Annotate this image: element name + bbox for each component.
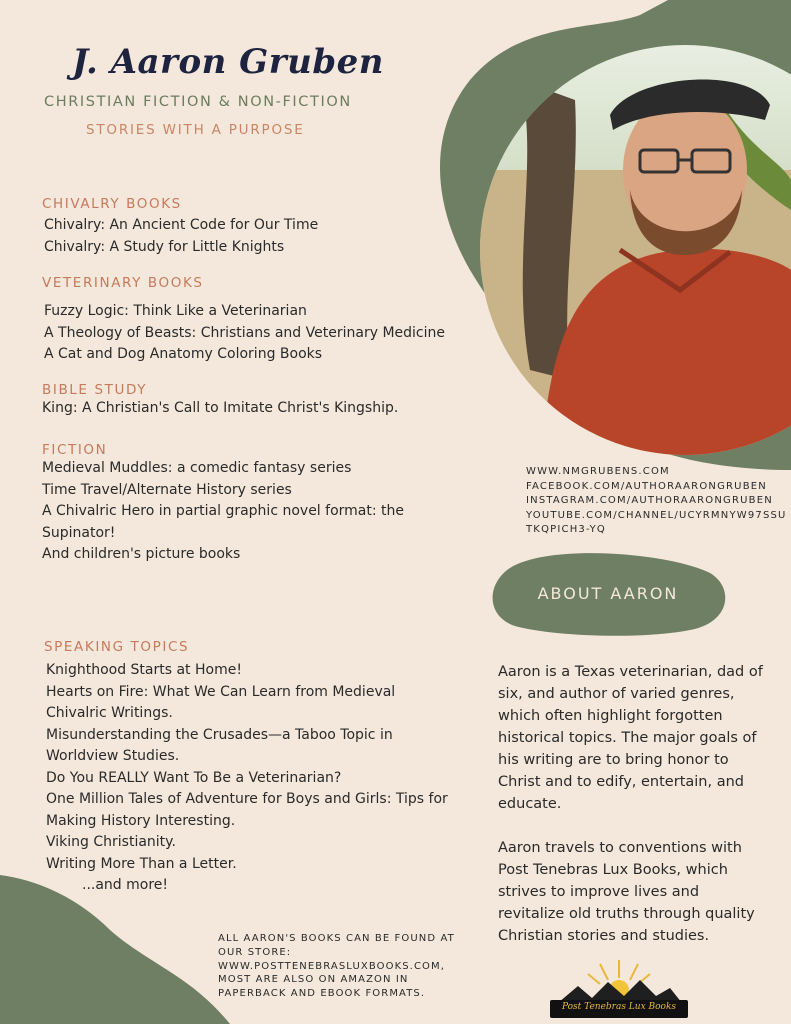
list-item: Viking Christianity.	[46, 834, 176, 850]
facebook-link[interactable]: FACEBOOK.COM/AUTHORAARONGRUBEN	[526, 480, 767, 492]
youtube-link[interactable]: YOUTUBE.COM/CHANNEL/UCYRMNYW97SSU	[526, 509, 787, 521]
section-heading: VETERINARY BOOKS	[42, 275, 204, 291]
tagline: CHRISTIAN FICTION & NON-FICTION	[44, 94, 352, 110]
list-item: Misunderstanding the Crusades—a Taboo Topic in	[46, 726, 393, 743]
list-item: A Chivalric Hero in partial graphic novel format: the	[42, 503, 404, 519]
veterinary-section	[42, 275, 445, 366]
youtube-link-cont[interactable]: TKQPICH3-YQ	[526, 524, 606, 535]
social-links	[526, 465, 787, 538]
list-item: Fuzzy Logic: Think Like a Veterinarian	[44, 303, 307, 319]
list-item: A Cat and Dog Anatomy Coloring Books	[44, 346, 323, 362]
logo-text: Post Tenebras Lux Books	[561, 1002, 677, 1012]
list-item: ...and more!	[82, 877, 169, 893]
list-item: Supinator!	[42, 524, 116, 541]
about-paragraph: Aaron travels to conventions with Post Tenebras Lux Books, which strives to improve lives and revitalize old truths through quality Christian stories and studies.	[498, 840, 755, 944]
list-item: Worldview Studies.	[46, 748, 180, 764]
publisher-logo	[548, 956, 690, 1020]
author-name: J. Aaron Gruben	[72, 42, 384, 82]
list-item: A Theology of Beasts: Christians and Veterinary Medicine	[44, 324, 445, 341]
instagram-link[interactable]: INSTAGRAM.COM/AUTHORAARONGRUBEN	[526, 495, 773, 506]
speaking-section	[44, 639, 448, 897]
list-item: Chivalry: A Study for Little Knights	[44, 238, 285, 255]
chivalry-section	[42, 196, 318, 258]
website-link[interactable]: WWW.NMGRUBENS.COM	[526, 466, 670, 477]
list-item: Making History Interesting.	[46, 812, 236, 829]
list-item: King: A Christian's Call to Imitate Christ's Kingship.	[42, 400, 399, 416]
section-heading: CHIVALRY BOOKS	[42, 196, 182, 212]
about-paragraph: Aaron is a Texas veterinarian, dad of six, and author of varied genres, which often highlight forgotten historical topics. The major goals of his writing are to bring honor to Christ and to edify, entertain, and educate.	[498, 664, 763, 812]
list-item: Hearts on Fire: What We Can Learn from Medieval	[46, 683, 396, 700]
list-item: Medieval Muddles: a comedic fantasy series	[42, 460, 352, 476]
subtagline: STORIES WITH A PURPOSE	[86, 122, 305, 138]
section-heading: SPEAKING TOPICS	[44, 639, 190, 655]
about-text	[498, 661, 768, 969]
bible-section	[42, 382, 398, 420]
author-photo	[480, 40, 791, 470]
fiction-section	[42, 442, 404, 566]
list-item: Knighthood Starts at Home!	[46, 662, 242, 678]
list-item: Writing More Than a Letter.	[46, 855, 237, 872]
section-heading: FICTION	[42, 442, 108, 458]
about-heading: ABOUT AARON	[537, 583, 679, 603]
list-item: Chivalric Writings.	[46, 705, 173, 721]
store-note: ALL AARON'S BOOKS CAN BE FOUND AT OUR STORE: WWW.POSTTENEBRASLUXBOOKS.COM, MOST ARE ALSO ON AMAZON IN PAPERBACK AND EBOOK FORMATS.	[218, 933, 455, 1000]
list-item: Chivalry: An Ancient Code for Our Time	[44, 217, 319, 233]
section-heading: BIBLE STUDY	[42, 382, 148, 398]
list-item: One Million Tales of Adventure for Boys and Girls: Tips for	[46, 791, 448, 807]
list-item: Time Travel/Alternate History series	[42, 481, 292, 498]
list-item: And children's picture books	[42, 546, 241, 562]
list-item: Do You REALLY Want To Be a Veterinarian?	[46, 769, 342, 786]
